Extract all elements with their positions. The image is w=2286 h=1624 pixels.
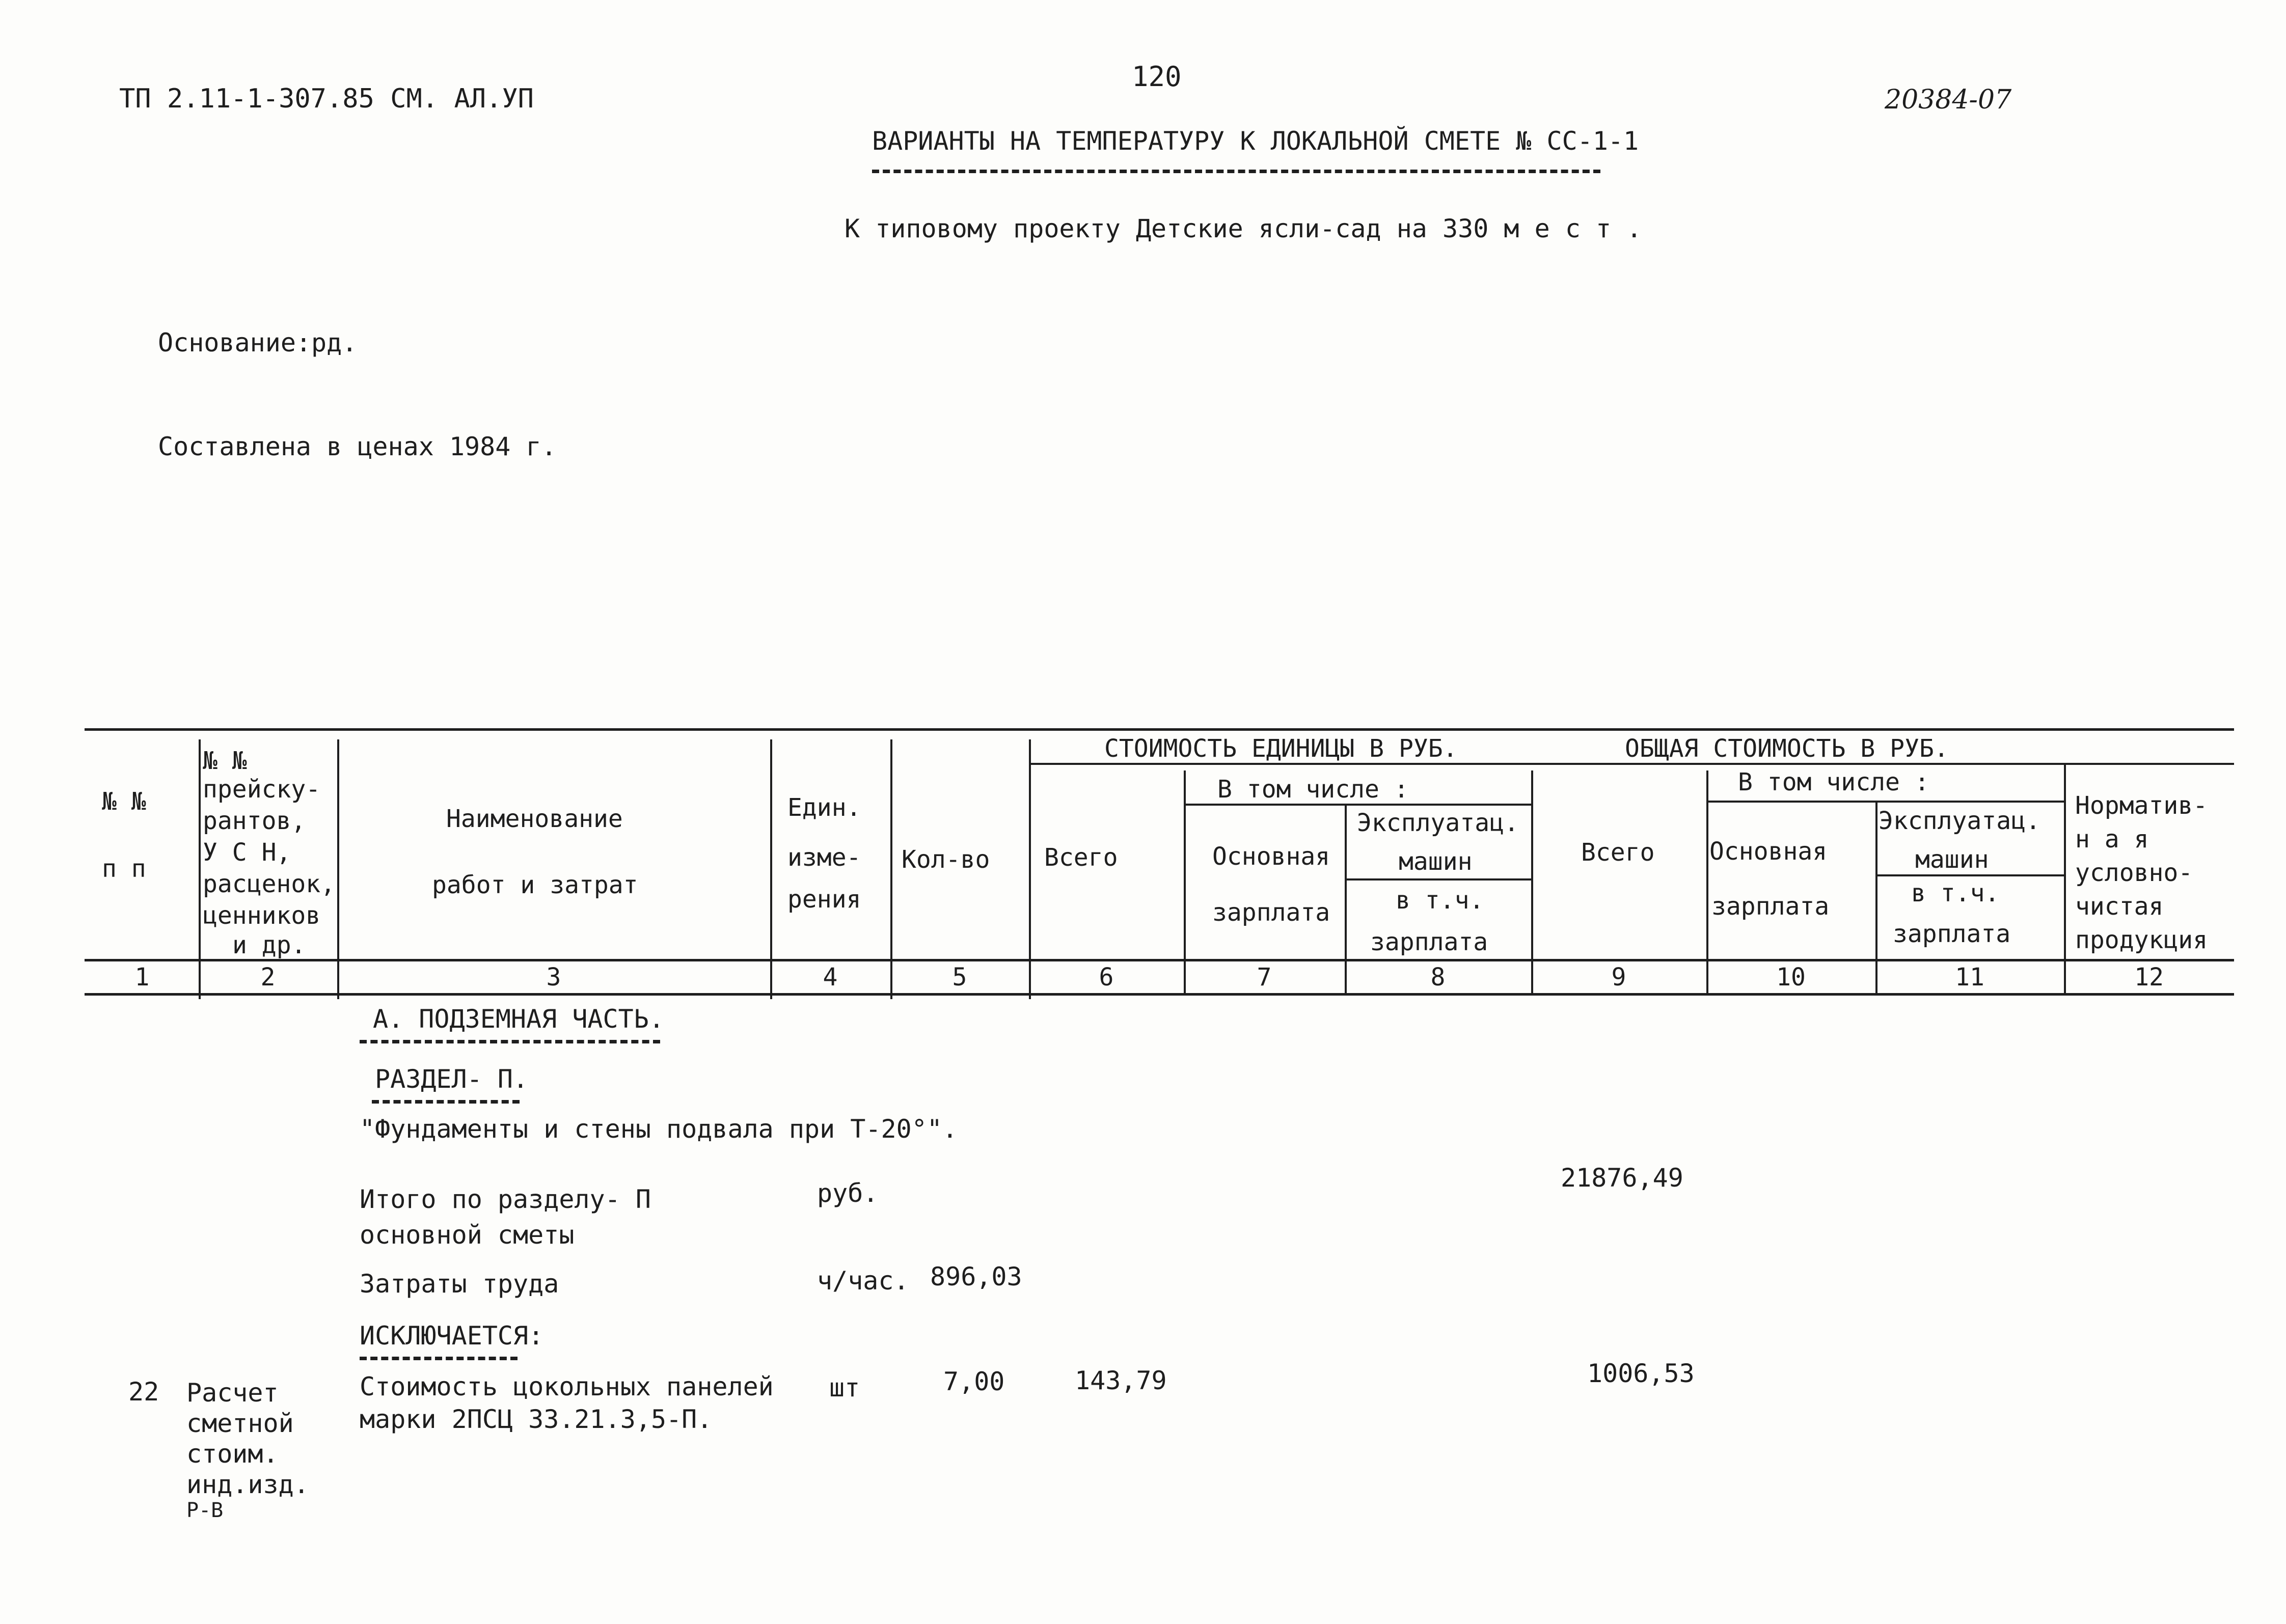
row-total: 1006,53 xyxy=(1587,1359,1695,1388)
col-number: 5 xyxy=(952,963,967,992)
col-divider xyxy=(199,739,201,999)
prices-year-text: Составлена в ценах 1984 г. xyxy=(158,432,557,461)
labor-value: 896,03 xyxy=(930,1262,1022,1291)
col7-header: Основная xyxy=(1212,842,1330,871)
col11-header: машин xyxy=(1915,845,1989,874)
incl-divider-line xyxy=(1184,804,1531,806)
section-underline xyxy=(372,1100,520,1104)
group-divider-line xyxy=(1029,763,2234,765)
title-underline xyxy=(872,170,1600,173)
col11-header: зарплата xyxy=(1893,920,2011,948)
col2-header: ценников xyxy=(203,901,321,930)
col4-header: Един. xyxy=(787,793,861,822)
col12-header: чистая xyxy=(2075,892,2164,921)
col9-header: Всего xyxy=(1581,838,1655,867)
col3-header: Наименование xyxy=(446,805,623,833)
col-number: 10 xyxy=(1776,963,1806,992)
row-source: стоим. xyxy=(186,1439,279,1469)
row-name: Стоимость цокольных панелей xyxy=(360,1372,774,1401)
col7-header: зарплата xyxy=(1212,898,1330,927)
col12-header: Норматив- xyxy=(2075,791,2208,820)
table-top-line xyxy=(85,728,2234,731)
col4-header: рения xyxy=(787,885,861,914)
incl-total: В том числе : xyxy=(1738,768,1929,796)
col2-header: прейску- xyxy=(203,775,321,804)
incl-divider-line xyxy=(1706,801,2064,803)
page-subtitle: К типовому проекту Детские ясли-сад на 330 м е с т . xyxy=(845,214,1642,243)
row-unit: шт xyxy=(829,1373,860,1402)
col11-header: в т.ч. xyxy=(1911,879,2000,907)
section-name: "Фундаменты и стены подвала при Т-20°". xyxy=(360,1114,958,1144)
col-number: 6 xyxy=(1099,963,1114,992)
col11-header: Эксплуатац. xyxy=(1879,807,2040,835)
col12-header: продукция xyxy=(2075,926,2208,954)
part-underline xyxy=(360,1040,660,1043)
col10-header: зарплата xyxy=(1711,892,1830,921)
col-number: 12 xyxy=(2134,963,2164,992)
group-unit-cost: СТОИМОСТЬ ЕДИНИЦЫ В РУБ. xyxy=(1104,734,1458,763)
total-unit: руб. xyxy=(817,1178,879,1208)
col2-header: и др. xyxy=(232,931,306,959)
col-divider xyxy=(770,739,772,999)
col4-header: изме- xyxy=(787,843,861,872)
section-heading: РАЗДЕЛ- П. xyxy=(375,1064,529,1094)
row-source: Р-В xyxy=(186,1499,224,1522)
col8-header: Эксплуатац. xyxy=(1357,809,1519,837)
col2-header: У С Н, xyxy=(203,838,291,867)
doc-code: ТП 2.11-1-307.85 СМ. АЛ.УП xyxy=(119,84,534,114)
col8-header: в т.ч. xyxy=(1396,886,1484,915)
labor-unit: ч/час. xyxy=(817,1266,909,1296)
inventory-number: 20384-07 xyxy=(1885,85,2012,115)
machine-subdivider xyxy=(1345,878,1531,880)
col1-header-a: № № xyxy=(102,787,146,816)
col6-header: Всего xyxy=(1044,843,1118,872)
col-number: 11 xyxy=(1955,963,1984,992)
col2-header: рантов, xyxy=(203,807,306,835)
col5-header: Кол-во xyxy=(902,845,990,874)
col3-header: работ и затрат xyxy=(432,871,638,899)
col2-header: расценок, xyxy=(203,870,336,898)
row-source: сметной xyxy=(186,1409,294,1438)
excluded-underline xyxy=(360,1357,518,1360)
labor-label: Затраты труда xyxy=(360,1269,559,1299)
part-heading: А. ПОДЗЕМНАЯ ЧАСТЬ. xyxy=(373,1004,664,1034)
page-number: 120 xyxy=(1132,61,1182,93)
total-value: 21876,49 xyxy=(1561,1163,1683,1193)
basis-text: Основание:рд. xyxy=(158,328,358,357)
machine-subdivider xyxy=(1875,874,2064,876)
page-title: ВАРИАНТЫ НА ТЕМПЕРАТУРУ К ЛОКАЛЬНОЙ СМЕТЕ № СС-1-1 xyxy=(872,126,1639,156)
col-divider xyxy=(337,739,339,999)
excluded-heading: ИСКЛЮЧАЕТСЯ: xyxy=(360,1321,544,1351)
total-label-line1: Итого по разделу- П xyxy=(360,1185,651,1214)
col-number: 3 xyxy=(546,963,561,992)
col-number: 8 xyxy=(1430,963,1446,992)
row-source: Расчет xyxy=(186,1378,279,1408)
row-qty: 7,00 xyxy=(943,1367,1005,1396)
incl-unit: В том числе : xyxy=(1217,775,1409,804)
col-divider xyxy=(1706,770,1708,995)
table-header-line xyxy=(85,959,2234,961)
col12-header: н а я xyxy=(2075,825,2149,854)
col-number: 1 xyxy=(134,963,150,992)
col8-header: зарплата xyxy=(1370,928,1488,956)
col2-header: № № xyxy=(203,747,247,775)
group-total-cost: ОБЩАЯ СТОИМОСТЬ В РУБ. xyxy=(1625,734,1949,763)
col10-header: Основная xyxy=(1709,837,1828,866)
col-number: 4 xyxy=(823,963,838,992)
col12-header: условно- xyxy=(2075,859,2193,887)
col-divider xyxy=(1531,770,1533,995)
table-number-row-line xyxy=(85,993,2234,996)
total-label-line2: основной сметы xyxy=(360,1220,575,1250)
row-source: инд.изд. xyxy=(186,1470,309,1499)
col-number: 2 xyxy=(260,963,276,992)
col-divider xyxy=(890,739,892,999)
col-divider xyxy=(2064,763,2066,995)
row-name: марки 2ПСЦ 33.21.3,5-П. xyxy=(360,1405,713,1434)
row-unit-price: 143,79 xyxy=(1075,1366,1167,1395)
row-number: 22 xyxy=(128,1377,159,1407)
col-number: 7 xyxy=(1257,963,1272,992)
col1-header-b: п п xyxy=(102,855,146,883)
col-divider xyxy=(1029,739,1031,999)
col8-header: машин xyxy=(1399,847,1473,876)
col-number: 9 xyxy=(1611,963,1626,992)
